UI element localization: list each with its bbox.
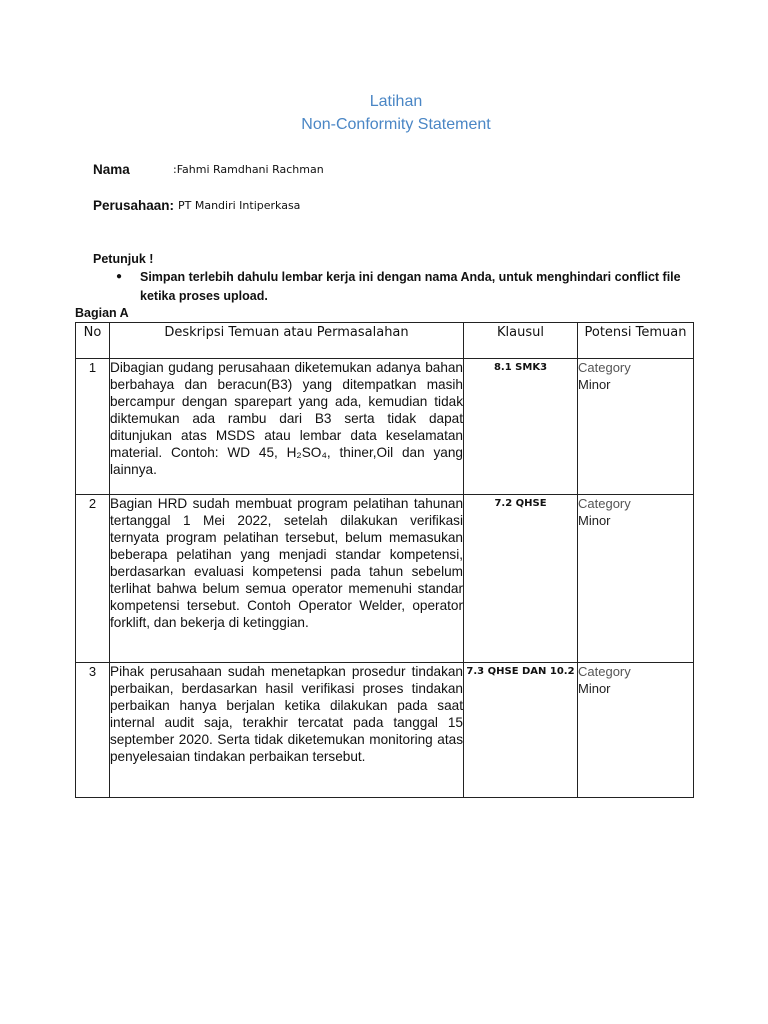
header-potensi: Potensi Temuan [578,323,694,359]
row-number: 3 [76,663,110,798]
row-category: Category [578,496,631,511]
section-label: Bagian A [75,306,129,320]
perusahaan-label: Perusahaan: [93,198,175,213]
row-description: Dibagian gudang perusahaan diketemukan adanya bahan berbahaya dan beracun(B3) yang ditempatkan masih bercampur dengan sparepart yang ada, kemudian tidak diktemukan ada rambu dari B3 serta tidak dapat ditunjukan atas MSDS atau lembar data keselamatan material. Contoh: WD 45, H₂SO₄, thiner,Oil dan yang lainnya. [110,359,464,495]
row-potensi [578,495,694,663]
nonconformity-table [75,322,694,798]
document-title-line1: Latihan [369,93,423,110]
row-severity: Minor [578,377,611,392]
row-description: Bagian HRD sudah membuat program pelatihan tahunan tertanggal 1 Mei 2022, setelah dilakukan verifikasi ternyata program pelatihan tersebut, belum memasukan beberapa pelatihan yang menjadi standar kompetensi, berdasarkan evaluasi kompetensi pada tahun sebelum terlihat bahwa belum semua operator memenuhi standar kompetensi tersebut. Contoh Operator Welder, operator forklift, dan bekerja di ketinggian. [110,495,464,663]
row-number: 2 [76,495,110,663]
bullet-dot-icon: ● [116,271,123,282]
row-klausul: 7.2 QHSE [464,495,578,663]
document-title-line2: Non-Conformity Statement [301,116,491,133]
row-category: Category [578,664,631,679]
header-klausul: Klausul [464,323,578,359]
table-row [76,359,694,495]
row-klausul: 8.1 SMK3 [464,359,578,495]
row-klausul: 7.3 QHSE DAN 10.2 [464,663,578,798]
row-potensi [578,663,694,798]
perusahaan-value: PT Mandiri Intiperkasa [178,199,301,212]
row-potensi [578,359,694,495]
instruction-text: Simpan terlebih dahulu lembar kerja ini dengan nama Anda, untuk menghindari conflict file ketika proses upload. [140,270,681,303]
nama-value: :Fahmi Ramdhani Rachman [173,163,324,176]
header-no: No [76,323,110,359]
row-number: 1 [76,359,110,495]
nama-label: Nama [93,162,130,177]
table-header-row [76,323,694,359]
table-row [76,495,694,663]
row-severity: Minor [578,681,611,696]
row-description: Pihak perusahaan sudah menetapkan prosedur tindakan perbaikan, berdasarkan hasil verifikasi proses tindakan perbaikan hanya berjalan ketika dilakukan pada saat internal audit saja, terakhir tercatat pada tanggal 15 september 2020. Serta tidak diketemukan monitoring atas penyelesaian tindakan perbaikan tersebut. [110,663,464,798]
table-row [76,663,694,798]
row-severity: Minor [578,513,611,528]
instructions-heading: Petunjuk ! [93,252,154,266]
row-category: Category [578,360,631,375]
header-description: Deskripsi Temuan atau Permasalahan [110,323,464,359]
